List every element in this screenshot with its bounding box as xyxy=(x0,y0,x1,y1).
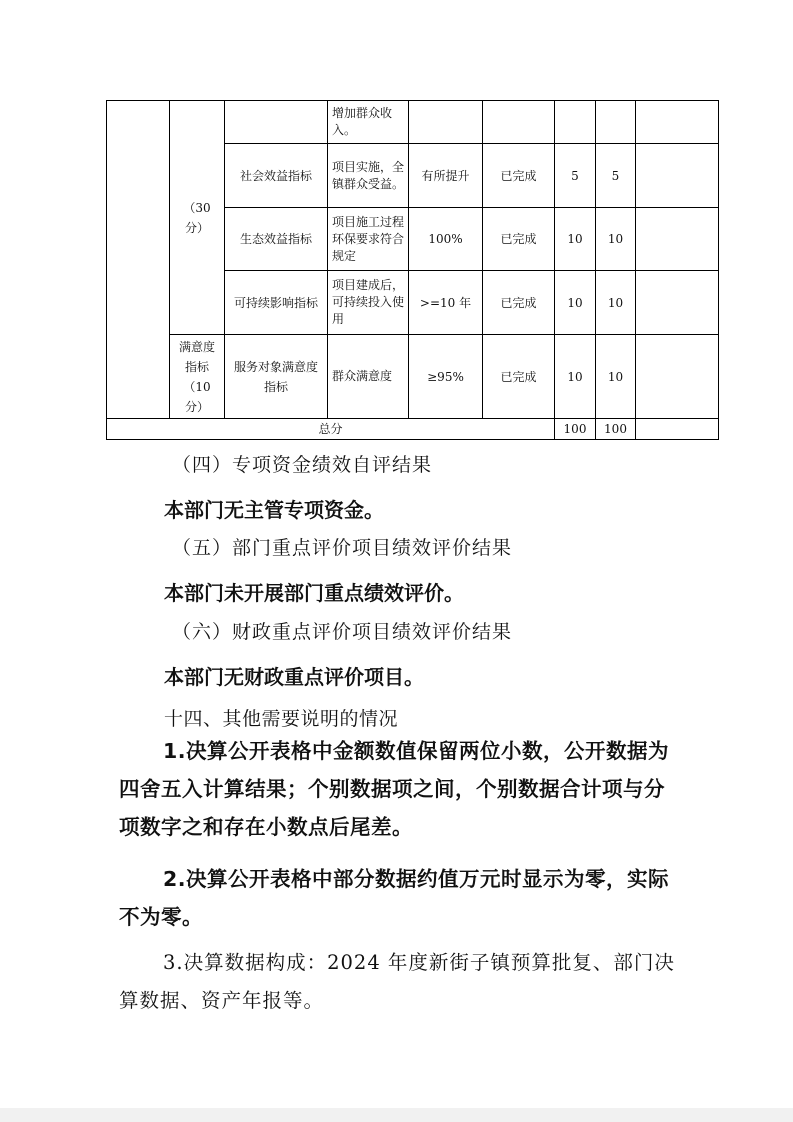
score-cell: 10 xyxy=(596,335,636,419)
table-row-total xyxy=(107,419,719,440)
total-note-cell xyxy=(636,419,719,440)
note-cell xyxy=(636,335,719,419)
actual-cell: 已完成 xyxy=(483,144,555,208)
standard-cell: 项目建成后，可持续投入使用 xyxy=(328,271,409,335)
target-cell: 100% xyxy=(409,208,483,271)
weight-cell: 5 xyxy=(555,144,596,208)
actual-cell: 已完成 xyxy=(483,335,555,419)
note-paragraph-1: 1.决算公开表格中金额数值保留两位小数，公开数据为四舍五入计算结果；个别数据项之间，个别数据合计项与分项数字之和存在小数点后尾差。 xyxy=(119,739,670,839)
target-cell xyxy=(409,101,483,144)
weight-cell: 10 xyxy=(555,208,596,271)
target-cell: >=10 年 xyxy=(409,271,483,335)
total-weight-cell: 100 xyxy=(555,419,596,440)
standard-cell: 项目施工过程环保要求符合规定 xyxy=(328,208,409,271)
target-cell: ≥95% xyxy=(409,335,483,419)
total-label-cell: 总分 xyxy=(107,419,555,440)
indicator-cell: 服务对象满意度指标 xyxy=(225,335,328,419)
section-6-title: （六）财政重点评价项目绩效评价结果 xyxy=(172,621,513,643)
standard-cell: 增加群众收入。 xyxy=(328,101,409,144)
performance-table xyxy=(106,100,719,440)
section-6-body: 本部门无财政重点评价项目。 xyxy=(164,665,424,689)
table-row xyxy=(107,335,719,419)
score-cell: 10 xyxy=(596,271,636,335)
section-4-title: （四）专项资金绩效自评结果 xyxy=(172,454,433,476)
weight-cell xyxy=(555,101,596,144)
actual-cell: 已完成 xyxy=(483,271,555,335)
indicator-cell: 可持续影响指标 xyxy=(225,271,328,335)
target-cell: 有所提升 xyxy=(409,144,483,208)
note-cell xyxy=(636,271,719,335)
effect-category-cell: （30 分） xyxy=(170,101,225,335)
section-5-title: （五）部门重点评价项目绩效评价结果 xyxy=(172,537,513,559)
actual-cell: 已完成 xyxy=(483,208,555,271)
page-footer-bar xyxy=(0,1108,793,1122)
note-paragraph-2: 2.决算公开表格中部分数据约值万元时显示为零，实际不为零。 xyxy=(119,867,670,929)
section-14-title: 十四、其他需要说明的情况 xyxy=(164,708,399,730)
table-row xyxy=(107,101,719,144)
note-cell xyxy=(636,144,719,208)
section-4-body: 本部门无主管专项资金。 xyxy=(164,498,384,522)
note-cell xyxy=(636,101,719,144)
score-cell: 10 xyxy=(596,208,636,271)
section-5-body: 本部门未开展部门重点绩效评价。 xyxy=(164,581,464,605)
total-score-cell: 100 xyxy=(596,419,636,440)
table-cell-empty xyxy=(107,101,170,419)
note-paragraph-3: 3.决算数据构成：2024 年度新街子镇预算批复、部门决算数据、资产年报等。 xyxy=(119,951,675,1012)
indicator-cell: 社会效益指标 xyxy=(225,144,328,208)
weight-cell: 10 xyxy=(555,335,596,419)
score-cell: 5 xyxy=(596,144,636,208)
standard-cell: 项目实施，全镇群众受益。 xyxy=(328,144,409,208)
score-cell xyxy=(596,101,636,144)
indicator-cell: 生态效益指标 xyxy=(225,208,328,271)
standard-cell: 群众满意度 xyxy=(328,335,409,419)
note-cell xyxy=(636,208,719,271)
satisfaction-category-cell: 满意度指标（10 分） xyxy=(170,335,225,419)
weight-cell: 10 xyxy=(555,271,596,335)
indicator-cell xyxy=(225,101,328,144)
actual-cell xyxy=(483,101,555,144)
